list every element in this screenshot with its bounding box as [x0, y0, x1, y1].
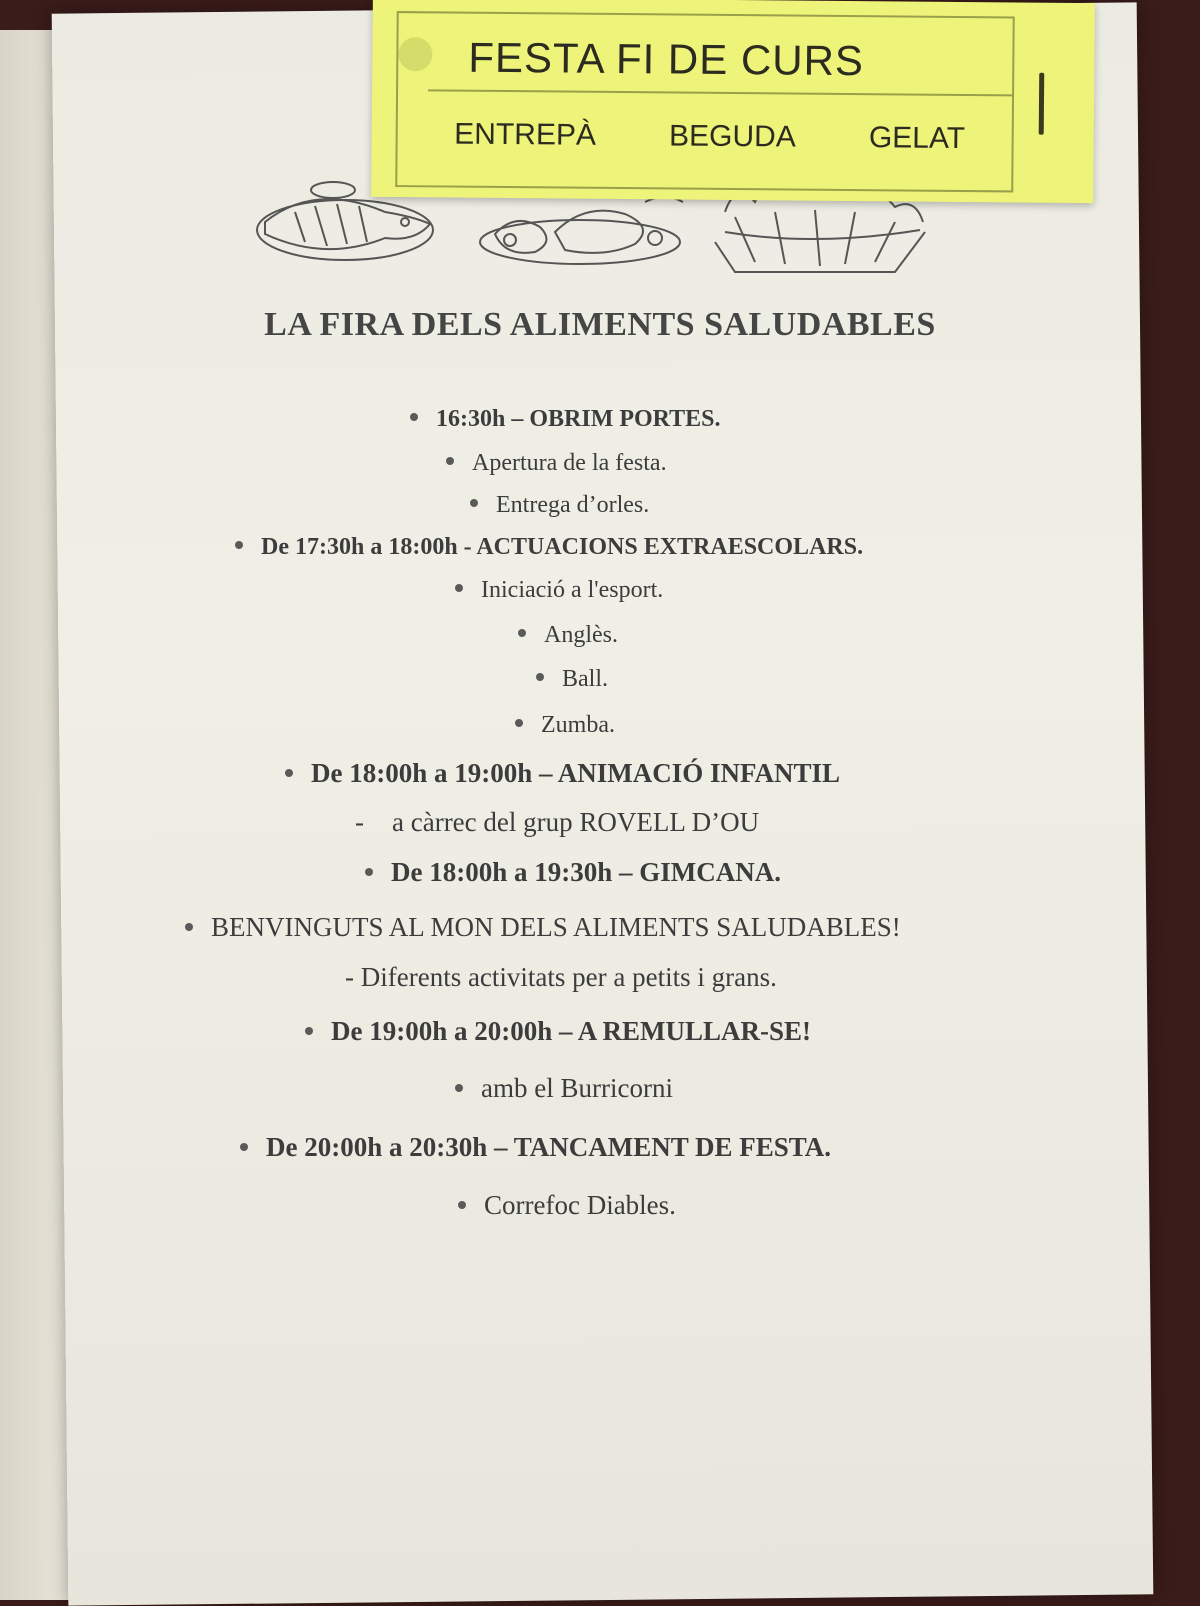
vegetables-plate-icon — [480, 197, 683, 264]
bullet-icon — [518, 629, 526, 637]
schedule-text: Anglès. — [544, 622, 618, 648]
schedule-line — [518, 622, 618, 649]
schedule-line — [410, 406, 721, 433]
bullet-icon — [410, 413, 418, 421]
bullet-icon — [365, 868, 373, 876]
bullet-icon — [536, 673, 544, 681]
ticket-item-drink: BEGUDA — [668, 119, 796, 154]
schedule-line — [365, 857, 781, 888]
meal-ticket — [371, 0, 1095, 203]
schedule-line — [235, 534, 863, 561]
schedule-text: De 18:00h a 19:30h – GIMCANA. — [391, 857, 781, 887]
bullet-icon — [458, 1201, 466, 1209]
schedule-text: De 18:00h a 19:00h – ANIMACIÓ INFANTIL — [311, 758, 841, 788]
bullet-icon — [240, 1143, 248, 1151]
schedule-line — [446, 450, 667, 477]
ticket-slit — [1039, 73, 1045, 135]
schedule-text: Correfoc Diables. — [484, 1190, 676, 1220]
bullet-icon — [515, 719, 523, 727]
schedule-line — [455, 1073, 673, 1104]
schedule-text: - Diferents activitats per a petits i grans. — [345, 962, 777, 992]
schedule-text: Ball. — [562, 666, 608, 692]
dash-marker: - — [355, 807, 364, 837]
bullet-icon — [185, 923, 193, 931]
bullet-icon — [455, 1084, 463, 1092]
bullet-icon — [285, 769, 293, 777]
schedule-text: De 17:30h a 18:00h - ACTUACIONS EXTRAESCOLARS. — [261, 534, 864, 560]
schedule-line — [455, 577, 663, 604]
ticket-title: FESTA FI DE CURS — [468, 33, 865, 85]
bullet-icon — [470, 499, 478, 507]
schedule-text: amb el Burricorni — [481, 1073, 673, 1103]
ticket-border — [395, 11, 1015, 192]
bullet-icon — [235, 541, 243, 549]
schedule-line — [305, 1016, 811, 1047]
ticket-item-icecream: GELAT — [868, 121, 966, 156]
ticket-item-sandwich: ENTREPÀ — [454, 117, 597, 152]
schedule-line — [536, 666, 608, 693]
schedule-text: BENVINGUTS AL MON DELS ALIMENTS SALUDABLES! — [211, 912, 901, 942]
flyer-title: LA FIRA DELS ALIMENTS SALUDABLES — [264, 306, 936, 343]
schedule-text: De 19:00h a 20:00h – A REMULLAR-SE! — [331, 1016, 812, 1046]
schedule-line — [458, 1190, 676, 1221]
schedule-text: Entrega d’orles. — [496, 492, 650, 518]
bullet-icon — [305, 1027, 313, 1035]
schedule-text: a càrrec del grup ROVELL D’OU — [392, 807, 760, 837]
schedule-text: 16:30h – OBRIM PORTES. — [436, 406, 721, 432]
schedule-line — [515, 712, 615, 739]
schedule-line — [185, 912, 901, 943]
schedule-line — [345, 962, 777, 993]
schedule-line — [285, 758, 840, 789]
ticket-divider — [428, 89, 1012, 96]
schedule-text: Iniciació a l'esport. — [481, 577, 664, 603]
schedule-line — [470, 492, 649, 519]
schedule-line — [355, 807, 759, 838]
schedule-text: Zumba. — [541, 712, 615, 738]
schedule-line — [240, 1132, 831, 1163]
bullet-icon — [446, 457, 454, 465]
schedule-text: De 20:00h a 20:30h – TANCAMENT DE FESTA. — [266, 1132, 832, 1162]
bullet-icon — [455, 584, 463, 592]
schedule-text: Apertura de la festa. — [472, 450, 667, 476]
ticket-items — [418, 117, 1002, 156]
